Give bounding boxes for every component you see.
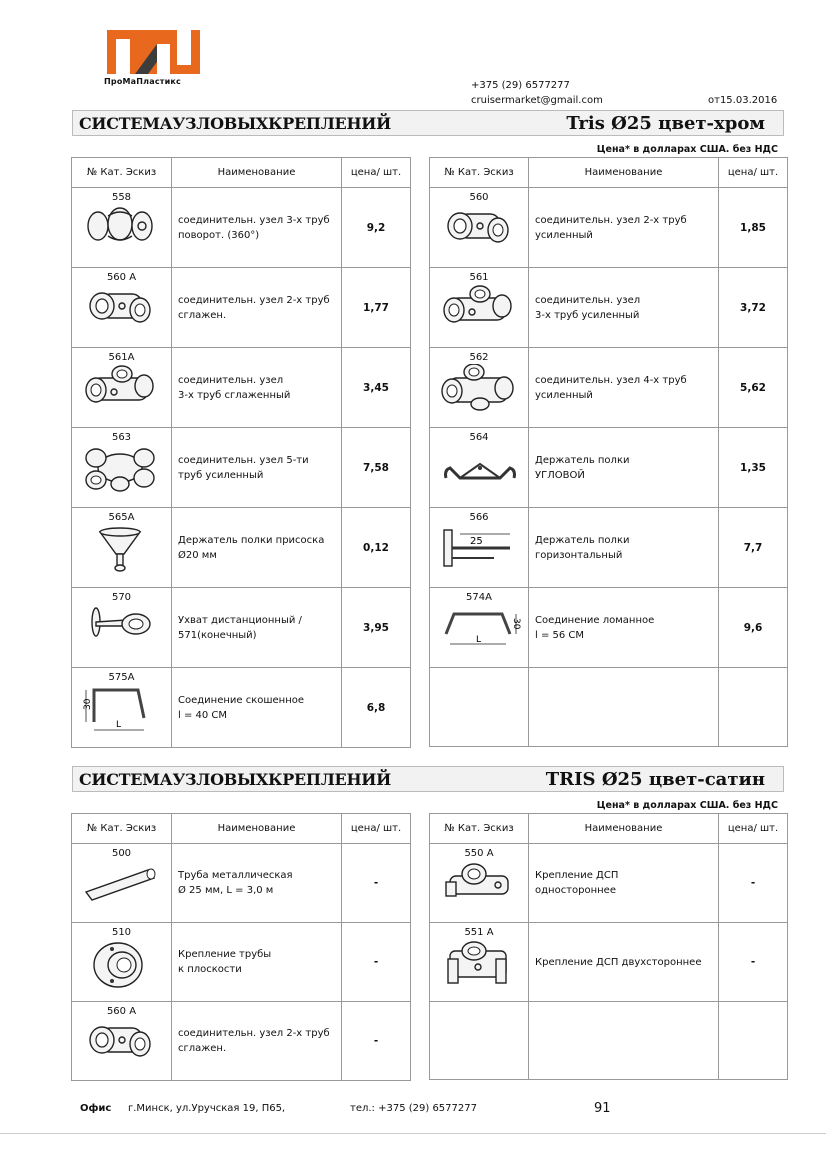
item-price-cell: - bbox=[719, 844, 788, 923]
table-row bbox=[430, 844, 788, 923]
catalog-cell bbox=[430, 844, 529, 923]
section1-subtitle: Tris Ø25 цвет-хром bbox=[566, 113, 765, 134]
table-row bbox=[430, 508, 788, 588]
item-price-cell bbox=[719, 1002, 788, 1080]
horizontal-shelf-holder-icon bbox=[440, 524, 522, 574]
item-name-cell bbox=[529, 668, 719, 747]
item-name-line2: 571(конечный) bbox=[178, 629, 257, 641]
flange-mount-icon bbox=[82, 939, 164, 989]
two-pipe-joint-icon bbox=[440, 204, 522, 254]
catalog-cell bbox=[72, 668, 172, 748]
catalog-number: 575А bbox=[108, 672, 135, 683]
catalog-cell bbox=[72, 844, 172, 923]
catalog-cell bbox=[430, 588, 529, 668]
col-header-name: Наименование bbox=[172, 158, 342, 188]
corner-shelf-holder-icon bbox=[440, 444, 522, 494]
svg-text:30: 30 bbox=[511, 618, 521, 630]
item-name-cell bbox=[529, 923, 719, 1002]
pipe-holder-icon bbox=[82, 604, 164, 654]
page-number: 91 bbox=[594, 1101, 611, 1116]
two-pipe-joint-icon bbox=[82, 1018, 164, 1068]
item-name-line1: Держатель полки bbox=[535, 454, 630, 466]
table-row bbox=[72, 348, 411, 428]
col-header-name: Наименование bbox=[529, 814, 719, 844]
five-pipe-joint-icon bbox=[82, 444, 164, 494]
price-date: от15.03.2016 bbox=[708, 95, 778, 106]
item-name-line2: одностороннее bbox=[535, 885, 616, 896]
item-name-line1: соединительн. узел 2-х труб bbox=[178, 294, 330, 306]
section2-title: СИСТЕМАУЗЛОВЫХКРЕПЛЕНИЙ bbox=[79, 770, 391, 789]
section1-right-table bbox=[429, 157, 788, 747]
contact-phone: +375 (29) 6577277 bbox=[471, 80, 570, 91]
item-price-cell bbox=[719, 668, 788, 747]
item-name-cell bbox=[172, 844, 342, 923]
item-name-cell bbox=[529, 844, 719, 923]
section2-right-table bbox=[429, 813, 788, 1080]
footer-address: г.Минск, ул.Уручская 19, П65, bbox=[128, 1103, 286, 1114]
three-pipe-joint-icon bbox=[440, 284, 522, 334]
item-price-cell: 9,2 bbox=[342, 188, 411, 268]
svg-text:30: 30 bbox=[83, 698, 93, 710]
metal-pipe-icon bbox=[82, 860, 164, 910]
item-price-cell: 3,95 bbox=[342, 588, 411, 668]
catalog-cell bbox=[72, 188, 172, 268]
contact-email: cruisermarket@gmail.com bbox=[471, 95, 603, 106]
catalog-cell bbox=[72, 508, 172, 588]
item-price-cell: - bbox=[342, 1002, 411, 1081]
catalog-cell bbox=[430, 923, 529, 1002]
catalog-number: 562 bbox=[469, 352, 489, 363]
section2-price-note: Цена* в долларах США. без НДС bbox=[596, 800, 778, 811]
company-logo bbox=[107, 30, 200, 74]
table-row bbox=[430, 588, 788, 668]
footer-label: Офис bbox=[80, 1103, 112, 1114]
table-row bbox=[430, 268, 788, 348]
item-price-cell: 1,77 bbox=[342, 268, 411, 348]
catalog-number: 500 bbox=[111, 848, 132, 859]
item-name-line1: соединительн. узел 5-ти bbox=[178, 454, 309, 466]
item-name-cell bbox=[172, 348, 342, 428]
catalog-number: 564 bbox=[469, 432, 489, 443]
item-name-line1: соединительн. узел 4-х труб bbox=[535, 374, 687, 386]
col-header-price: цена/ шт. bbox=[342, 158, 411, 188]
catalog-cell bbox=[72, 923, 172, 1002]
item-name-cell bbox=[172, 428, 342, 508]
item-name-line2: l = 56 СМ bbox=[535, 629, 585, 641]
col-header-cat: № Кат. Эскиз bbox=[430, 814, 529, 844]
catalog-number: 550 А bbox=[464, 848, 494, 859]
table-row bbox=[430, 923, 788, 1002]
item-name-line2: Ø 25 мм, L = 3,0 м bbox=[178, 885, 274, 896]
table-row bbox=[72, 1002, 411, 1081]
item-price-cell: 1,35 bbox=[719, 428, 788, 508]
item-name-cell bbox=[172, 508, 342, 588]
footer-phone: тел.: +375 (29) 6577277 bbox=[350, 1103, 477, 1114]
company-name: ПроМаПластикс bbox=[104, 77, 181, 86]
catalog-number: 565А bbox=[108, 512, 135, 523]
item-name-line1: Труба металлическая bbox=[178, 870, 293, 881]
catalog-number: 560 bbox=[469, 192, 489, 203]
item-name-cell bbox=[529, 588, 719, 668]
catalog-cell bbox=[430, 348, 529, 428]
item-name-line2: УГЛОВОЙ bbox=[535, 469, 585, 481]
table-row bbox=[430, 668, 788, 747]
table-header-row bbox=[72, 158, 411, 188]
section1-header bbox=[72, 110, 784, 136]
table-row bbox=[72, 188, 411, 268]
section2-subtitle: TRIS Ø25 цвет-сатин bbox=[545, 769, 765, 790]
catalog-cell bbox=[430, 268, 529, 348]
item-name-line2: труб усиленный bbox=[178, 469, 264, 481]
four-pipe-joint-icon bbox=[440, 364, 522, 414]
item-price-cell: 7,58 bbox=[342, 428, 411, 508]
catalog-number: 574А bbox=[466, 592, 492, 603]
item-name-line2: Ø20 мм bbox=[178, 549, 217, 561]
item-name-cell bbox=[529, 508, 719, 588]
item-name-cell bbox=[172, 923, 342, 1002]
swivel-joint-icon bbox=[82, 204, 164, 254]
svg-text:L: L bbox=[116, 720, 122, 730]
table-row bbox=[430, 348, 788, 428]
page-divider bbox=[0, 1133, 826, 1134]
catalog-cell bbox=[72, 348, 172, 428]
item-name-line2: усиленный bbox=[535, 389, 593, 401]
catalog-cell bbox=[72, 428, 172, 508]
table-row bbox=[72, 844, 411, 923]
item-price-cell: 5,62 bbox=[719, 348, 788, 428]
catalog-cell bbox=[430, 428, 529, 508]
table-row bbox=[72, 668, 411, 748]
item-price-cell: 7,7 bbox=[719, 508, 788, 588]
item-name-line1: Крепление ДСП bbox=[535, 870, 619, 881]
item-name-cell bbox=[529, 348, 719, 428]
item-name-line2: l = 40 СМ bbox=[178, 709, 228, 721]
two-pipe-joint-icon bbox=[82, 284, 164, 334]
col-header-price: цена/ шт. bbox=[342, 814, 411, 844]
catalog-cell bbox=[430, 508, 529, 588]
suction-cup-icon bbox=[82, 524, 164, 574]
item-name-line2: усиленный bbox=[535, 229, 593, 241]
item-name-cell bbox=[172, 188, 342, 268]
item-name-line2: сглажен. bbox=[178, 1043, 227, 1054]
item-name-cell bbox=[529, 188, 719, 268]
catalog-number: 560 А bbox=[106, 272, 137, 283]
item-name-cell bbox=[172, 588, 342, 668]
item-name-line2: к плоскости bbox=[178, 964, 242, 975]
item-name-line1: Соединение скошенное bbox=[178, 694, 305, 706]
board-clamp-single-icon bbox=[440, 860, 522, 910]
col-header-price: цена/ шт. bbox=[719, 158, 788, 188]
bent-rod-icon bbox=[82, 684, 164, 734]
item-price-cell: 1,85 bbox=[719, 188, 788, 268]
item-name-line1: соединительн. узел 2-х труб bbox=[178, 1028, 330, 1039]
catalog-number: 551 А bbox=[464, 927, 494, 938]
item-name-line2: 3-х труб усиленный bbox=[535, 309, 640, 321]
svg-text:25: 25 bbox=[470, 536, 483, 547]
three-pipe-joint-icon bbox=[82, 364, 164, 414]
item-name-cell bbox=[172, 1002, 342, 1081]
section2-header bbox=[72, 766, 784, 792]
item-name-line2: сглажен. bbox=[178, 309, 227, 321]
col-header-price: цена/ шт. bbox=[719, 814, 788, 844]
item-price-cell: 9,6 bbox=[719, 588, 788, 668]
item-price-cell: 3,72 bbox=[719, 268, 788, 348]
item-name-line1: Ухват дистанционный / bbox=[178, 614, 302, 626]
item-name-line1: Соединение ломанное bbox=[535, 614, 655, 626]
catalog-number: 561 bbox=[469, 272, 489, 283]
catalog-cell bbox=[430, 668, 529, 747]
item-price-cell: - bbox=[342, 844, 411, 923]
col-header-cat: № Кат. Эскиз bbox=[72, 814, 172, 844]
item-name-cell bbox=[172, 668, 342, 748]
catalog-cell bbox=[430, 1002, 529, 1080]
item-price-cell: - bbox=[342, 923, 411, 1002]
item-name-line2: поворот. (360°) bbox=[178, 229, 260, 241]
catalog-number: 570 bbox=[111, 592, 132, 603]
catalog-cell bbox=[72, 1002, 172, 1081]
col-header-cat: № Кат. Эскиз bbox=[430, 158, 529, 188]
table-header-row bbox=[430, 158, 788, 188]
item-name-line1: Держатель полки присоска bbox=[178, 534, 325, 546]
item-name-cell bbox=[172, 268, 342, 348]
table-row bbox=[72, 268, 411, 348]
section2-left-table bbox=[71, 813, 411, 1081]
col-header-name: Наименование bbox=[529, 158, 719, 188]
table-row bbox=[430, 428, 788, 508]
catalog-number: 561А bbox=[108, 352, 135, 363]
svg-text:L: L bbox=[476, 635, 482, 645]
catalog-cell bbox=[72, 268, 172, 348]
item-name-line1: соединительн. узел 3-х труб bbox=[178, 214, 330, 226]
table-row bbox=[72, 508, 411, 588]
board-clamp-double-icon bbox=[440, 939, 522, 989]
table-row bbox=[72, 923, 411, 1002]
broken-rod-icon bbox=[440, 604, 522, 654]
item-price-cell: 3,45 bbox=[342, 348, 411, 428]
item-name-cell bbox=[529, 428, 719, 508]
col-header-cat: № Кат. Эскиз bbox=[72, 158, 172, 188]
item-name-line1: соединительн. узел bbox=[178, 374, 284, 386]
item-name-cell bbox=[529, 268, 719, 348]
table-row bbox=[72, 588, 411, 668]
table-row bbox=[430, 1002, 788, 1080]
item-name-line1: Крепление ДСП двухстороннее bbox=[535, 956, 702, 968]
catalog-number: 563 bbox=[111, 432, 132, 443]
catalog-number: 560 А bbox=[106, 1006, 137, 1017]
table-row bbox=[72, 428, 411, 508]
item-name-line2: 3-х труб сглаженный bbox=[178, 389, 291, 401]
item-price-cell: 6,8 bbox=[342, 668, 411, 748]
item-name-line1: соединительн. узел bbox=[535, 294, 641, 306]
table-header-row bbox=[430, 814, 788, 844]
catalog-cell bbox=[72, 588, 172, 668]
item-name-cell bbox=[529, 1002, 719, 1080]
item-name-line2: горизонтальный bbox=[535, 549, 623, 561]
item-name-line1: соединительн. узел 2-х труб bbox=[535, 214, 687, 226]
section1-title: СИСТЕМАУЗЛОВЫХКРЕПЛЕНИЙ bbox=[79, 114, 391, 133]
catalog-number: 566 bbox=[469, 512, 489, 523]
section1-price-note: Цена* в долларах США. без НДС bbox=[596, 144, 778, 155]
item-price-cell: 0,12 bbox=[342, 508, 411, 588]
catalog-number: 510 bbox=[111, 927, 132, 938]
section1-left-table bbox=[71, 157, 411, 748]
item-name-line1: Держатель полки bbox=[535, 534, 630, 546]
col-header-name: Наименование bbox=[172, 814, 342, 844]
item-name-line1: Крепление трубы bbox=[178, 949, 272, 960]
table-header-row bbox=[72, 814, 411, 844]
catalog-cell bbox=[430, 188, 529, 268]
table-row bbox=[430, 188, 788, 268]
item-price-cell: - bbox=[719, 923, 788, 1002]
catalog-number: 558 bbox=[111, 192, 132, 203]
